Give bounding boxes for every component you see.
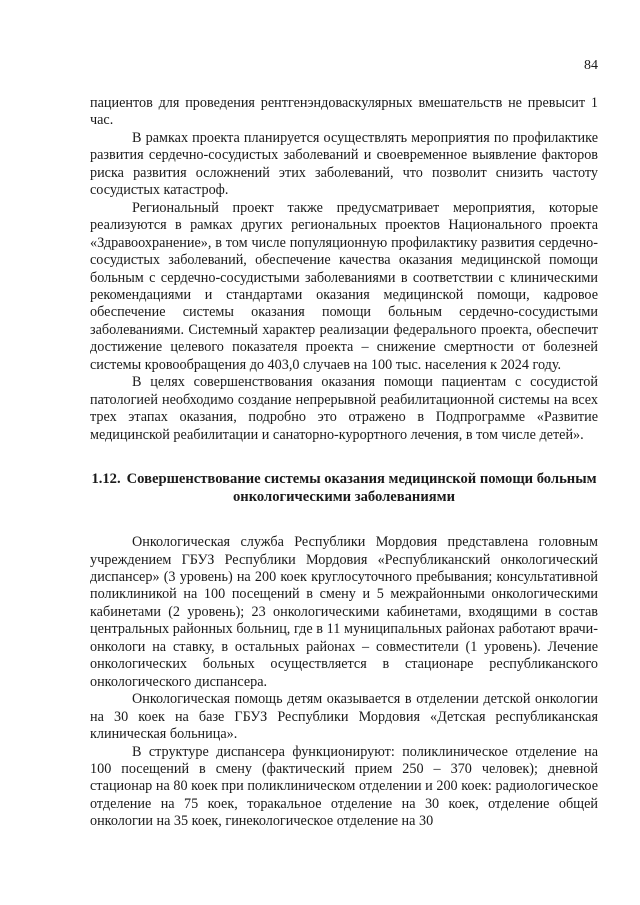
paragraph: Онкологическая помощь детям оказывается в отделении детской онкологии на 30 коек на базе ГБУЗ Республики Мордовия «Детская республиканская клиническая больница». (90, 691, 598, 743)
paragraph: Онкологическая служба Республики Мордовия представлена головным учреждением ГБУЗ Республики Мордовия «Республиканский онкологический диспансер» (3 уровень) на 200 коек круглосуточного пребывания; консультативной поликлиникой на 100 посещений в смену и 5 межрайонными онкологическими кабинетами (2 уровень); 23 онкологическими кабинетами, входящими в состав центральных районных больниц, где в 11 муниципальных районах работают врачи-онкологи на ставку, в остальных районах – совместители (1 уровень). Лечение онкологических больных осуществляется в стационаре республиканского онкологического диспансера. (90, 534, 598, 690)
paragraph: В целях совершенствования оказания помощи пациентам с сосудистой патологией необходимо создание непрерывной реабилитационной системы на всех трех этапах оказания, подробно это отражено в Подпрограмме «Развитие медицинской реабилитации и санаторно-курортного лечения, в том числе детей». (90, 374, 598, 443)
section-title: Совершенствование системы оказания медицинской помощи больным онкологическими заболеваниями (126, 471, 597, 506)
paragraph: В структуре диспансера функционируют: поликлиническое отделение на 100 посещений в смену (фактический прием 250 – 370 человек); дневной стационар на 80 коек при поликлиническом отделении и 200 коек: радиологическое отделение на 75 коек, торакальное отделение на 30 коек, отделение общей онкологии на 35 коек, гинекологическое отделение на 30 (90, 743, 598, 830)
page-number: 84 (584, 58, 598, 73)
document-body (90, 95, 598, 831)
paragraph: В рамках проекта планируется осуществлять мероприятия по профилактике развития сердечно-сосудистых заболеваний и своевременное выявление факторов риска развития осложнений этих заболеваний, что позволит снизить частоту сосудистых катастроф. (90, 129, 598, 199)
paragraph: Региональный проект также предусматривает мероприятия, которые реализуются в рамках других региональных проектов Национального проекта «Здравоохранение», в том числе популяционную профилактику развития сердечно-сосудистых заболеваний, обеспечение качества оказания медицинской помощи больным с сердечно-сосудистыми заболеваниями в соответствии с клиническими рекомендациями и стандартами оказания медицинской помощи, кадровое обеспечение системы оказания помощи больным сердечно-сосудистыми заболеваниями. Системный характер реализации федерального проекта, обеспечит достижение целевого показателя проекта – снижение смертности от болезней системы кровообращения до 403,0 случаев на 100 тыс. населения к 2024 году. (90, 199, 598, 373)
section-number: 1.12. (91, 471, 121, 488)
section-heading (90, 470, 598, 506)
paragraph: пациентов для проведения рентгенэндоваскулярных вмешательств не превысит 1 час. (90, 95, 598, 129)
